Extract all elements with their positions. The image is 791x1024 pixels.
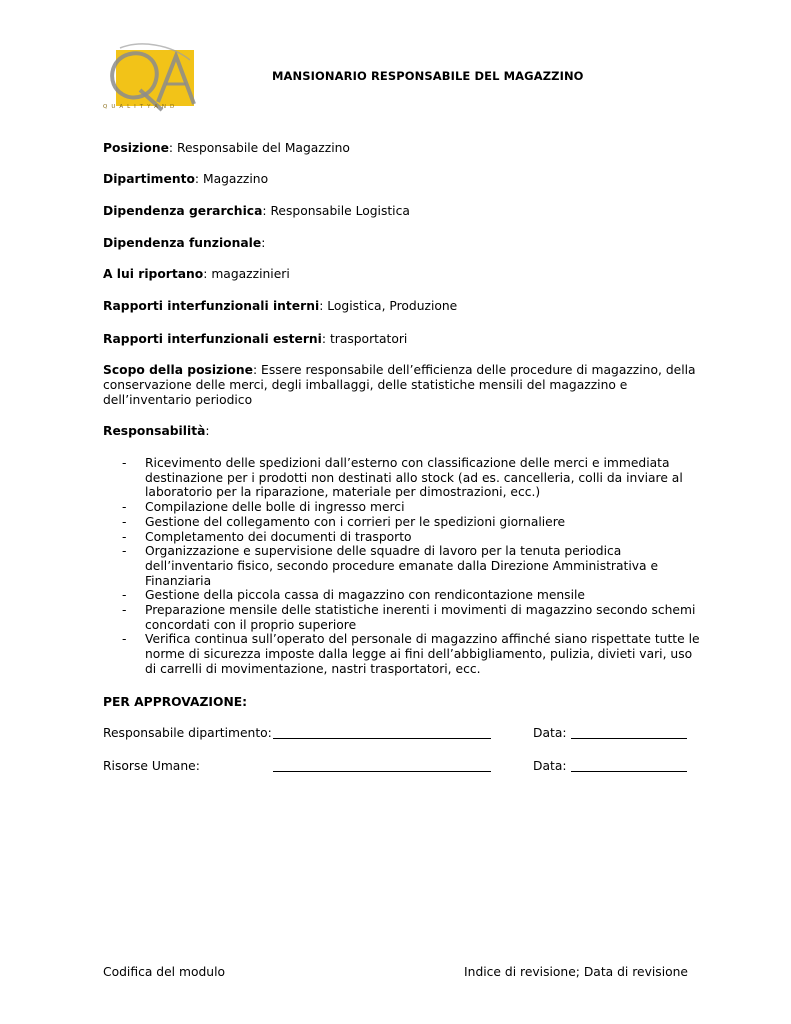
field-label: A lui riportano — [103, 267, 204, 281]
field-value: trasportatori — [329, 332, 408, 346]
field-label: Dipartimento — [103, 172, 195, 186]
list-item: - Gestione del collegamento con i corrieri per le spedizioni giornaliere — [122, 514, 566, 529]
list-item: - Organizzazione e supervisione delle squadre di lavoro per la tenuta periodica dell’inventario fisico, secondo procedure emanate dalla Direzione Amministrativa e Finanziaria — [122, 544, 659, 588]
signature-label-department: Responsabile dipartimento: — [103, 726, 272, 740]
list-item: - Ricevimento delle spedizioni dall’esterno con classificazione delle merci e immediata destinazione per i prodotti non destinati allo stock (ad es. cancelleria, colli da inviare al laboratorio per la riparazione, materiale per dimostrazioni, ecc.) — [122, 456, 683, 500]
footer-revision: Indice di revisione; Data di revisione — [464, 965, 688, 979]
list-item: - Completamento dei documenti di trasporto — [122, 529, 412, 544]
field-label: Rapporti interfunzionali esterni — [103, 332, 322, 346]
logo-wordmark: QUALITYAND — [103, 104, 179, 110]
field-label: Dipendenza funzionale — [103, 236, 262, 250]
field-dipendenza-funzionale: Dipendenza funzionale: — [103, 236, 266, 250]
list-item-text: Completamento dei documenti di trasporto — [145, 529, 412, 544]
list-item-text: Ricevimento delle spedizioni dall’esterno con classificazione delle merci e immediata destinazione per i prodotti non destinati allo stock (ad es. cancelleria, colli da inviare al laboratorio per la riparazione, materiale per dimostrazioni, ecc.) — [145, 456, 683, 500]
signature-line-hr[interactable] — [273, 771, 491, 772]
date-line-department[interactable] — [571, 738, 687, 739]
field-value: Logistica, Produzione — [327, 299, 458, 313]
list-item-text: Compilazione delle bolle di ingresso merci — [145, 500, 405, 515]
field-dipartimento: Dipartimento: Magazzino — [103, 172, 269, 186]
list-item-text: Gestione della piccola cassa di magazzino con rendicontazione mensile — [145, 588, 585, 603]
scope-label: Scopo della posizione — [103, 363, 253, 377]
date-line-hr[interactable] — [571, 771, 687, 772]
field-label: Rapporti interfunzionali interni — [103, 299, 320, 313]
field-value: Responsabile del Magazzino — [176, 141, 350, 155]
list-item: - Gestione della piccola cassa di magazzino con rendicontazione mensile — [122, 588, 585, 603]
field-value: magazzinieri — [211, 267, 290, 281]
scope-paragraph: Scopo della posizione: Essere responsabile dell’efficienza delle procedure di magazzino, della conservazione delle merci, degli imballaggi, delle statistiche mensili del magazzino e dell’inventario periodico — [103, 363, 696, 407]
date-label-hr: Data: — [533, 759, 567, 773]
field-dipendenza-gerarchica: Dipendenza gerarchica: Responsabile Logistica — [103, 204, 410, 218]
list-item-text: Gestione del collegamento con i corrieri per le spedizioni giornaliere — [145, 514, 566, 529]
field-label: Posizione — [103, 141, 169, 155]
field-value: Magazzino — [202, 172, 269, 186]
field-label: Dipendenza gerarchica — [103, 204, 263, 218]
list-item-text: Verifica continua sull’operato del personale di magazzino affinché siano rispettate tutte le norme di sicurezza imposte dalla legge ai fini dell’abbigliamento, pulizia, divieti vari, uso di carrelli di movimentazione, nastri trasportatori, ecc. — [145, 632, 700, 676]
field-value: Responsabile Logistica — [270, 204, 410, 218]
signature-label-hr: Risorse Umane: — [103, 759, 200, 773]
approval-title: PER APPROVAZIONE: — [103, 695, 248, 709]
responsibilities-label: Responsabilità — [103, 424, 206, 438]
field-rapporti-interni: Rapporti interfunzionali interni: Logistica, Produzione — [103, 299, 458, 313]
list-item: - Compilazione delle bolle di ingresso merci — [122, 500, 405, 515]
footer-module-code: Codifica del modulo — [103, 965, 226, 979]
field-a-lui-riportano: A lui riportano: magazzinieri — [103, 267, 290, 281]
list-item: - Preparazione mensile delle statistiche inerenti i movimenti di magazzino secondo schemi concordati con il proprio superiore — [122, 603, 696, 632]
list-item-text: Organizzazione e supervisione delle squadre di lavoro per la tenuta periodica dell’inventario fisico, secondo procedure emanate dalla Direzione Amministrativa e Finanziaria — [145, 544, 659, 588]
signature-line-department[interactable] — [273, 738, 491, 739]
list-item-text: Preparazione mensile delle statistiche inerenti i movimenti di magazzino secondo schemi concordati con il proprio superiore — [145, 603, 696, 632]
date-label-department: Data: — [533, 726, 567, 740]
scope-text: Essere responsabile dell’efficienza delle procedure di magazzino, della conservazione delle merci, degli imballaggi, delle statistiche mensili del magazzino e dell’inventario periodico — [103, 363, 696, 407]
list-item: - Verifica continua sull’operato del personale di magazzino affinché siano rispettate tutte le norme di sicurezza imposte dalla legge ai fini dell’abbigliamento, pulizia, divieti vari, uso di carrelli di movimentazione, nastri trasportatori, ecc. — [122, 632, 700, 676]
responsibilities-heading: Responsabilità: — [103, 424, 210, 438]
field-rapporti-esterni: Rapporti interfunzionali esterni: trasportatori — [103, 332, 408, 346]
field-posizione: Posizione: Responsabile del Magazzino — [103, 141, 350, 155]
document-title: MANSIONARIO RESPONSABILE DEL MAGAZZINO — [272, 69, 584, 83]
responsibilities-list — [122, 456, 702, 677]
